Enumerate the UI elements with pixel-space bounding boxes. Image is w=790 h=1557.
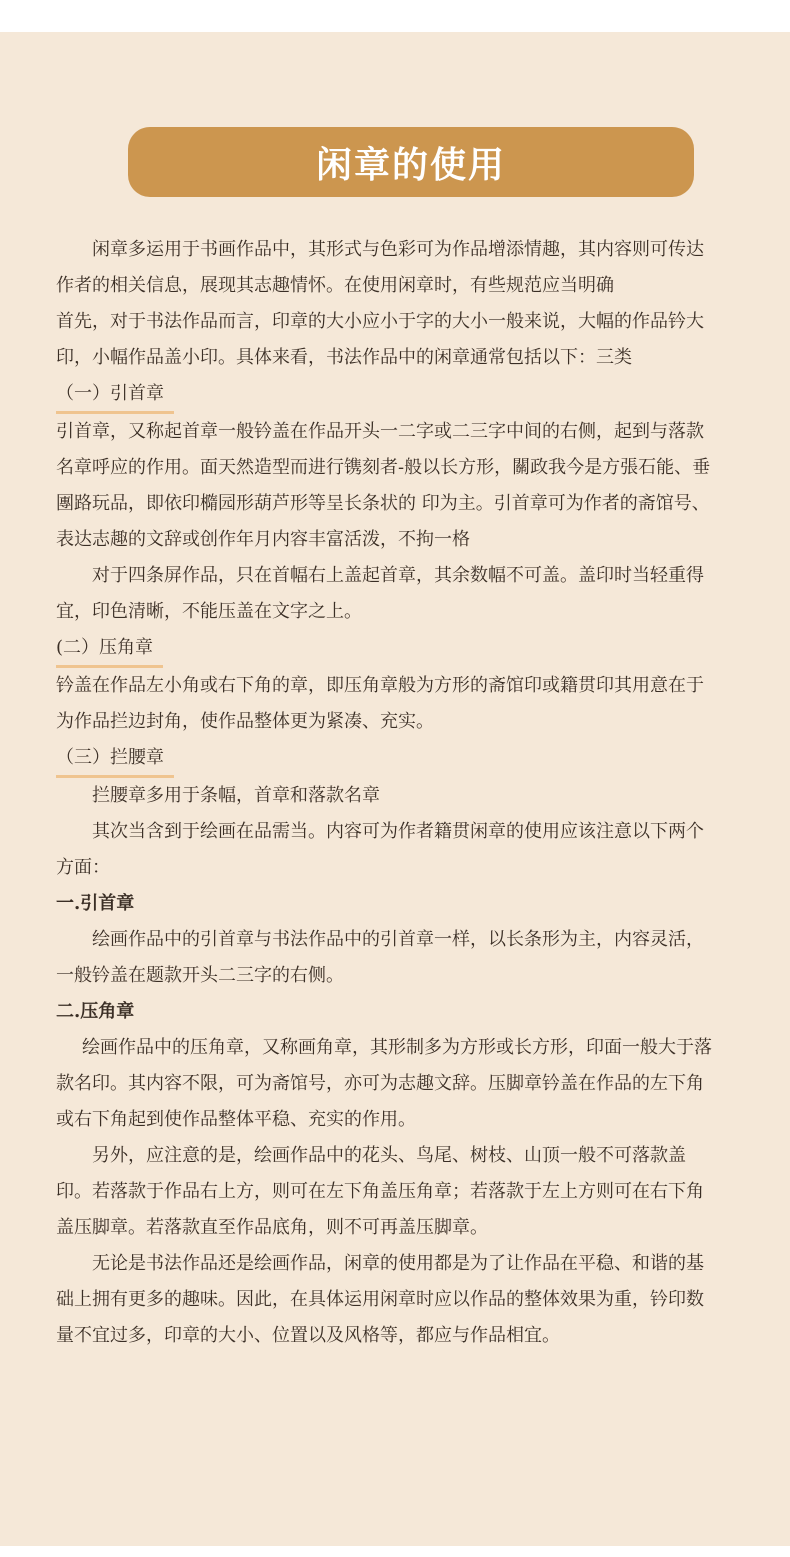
article-page [0,32,790,1546]
painting-paragraph: 另外，应注意的是，绘画作品中的花头、鸟尾、树枝、山顶一般不可落款盖印。若落款于作品右上方，则可在左下角盖压角章；若落款于左上方则可在右下角盖压脚章。若落款直至作品底角，则不可再盖压脚章。 [56,1145,704,1238]
conclusion-paragraph: 无论是书法作品还是绘画作品，闲章的使用都是为了让作品在平稳、和谐的基础上拥有更多的趣味。因此，在具体运用闲章时应以作品的整体效果为重，钤印数量不宜过多，印章的大小、位置以及风格等，都应与作品相宜。 [56,1253,704,1346]
section-heading-row [56,630,718,668]
section-heading-yajiao: (二）压角章 [56,631,163,668]
section-paragraph: 钤盖在作品左小角或右下角的章，即压角章般为方形的斋馆印或籍贯印其用意在于为作品拦边封角，使作品整体更为紧凑、充实。 [56,675,704,732]
painting-heading-yajiao: 二.压角章 [56,1001,135,1022]
section-heading-row [56,376,718,414]
section-heading-row [56,740,718,778]
article-body [56,232,718,1354]
section-heading-yinshou: （一）引首章 [56,377,174,414]
intro-paragraph-2: 首先，对于书法作品而言，印章的大小应小于字的大小一般来说，大幅的作品钤大印，小幅作品盖小印。具体来看，书法作品中的闲章通常包括以下：三类 [56,311,704,368]
section-paragraph: 引首章，又称起首章一般钤盖在作品开头一二字或二三字中间的右侧，起到与落款名章呼应的作用。面天然造型而进行镌刻者-般以长方形，關政我今是方張石能、垂團路玩品，即依印橢园形葫芦形等呈长条状的 印为主。引首章可为作者的斋馆号、表达志趣的文辞或创作年月内容丰富活泼，不拘一格 [56,421,711,550]
section-paragraph: 对于四条屏作品，只在首幅右上盖起首章，其余数幅不可盖。盖印时当轻重得宜，印色清晰，不能压盖在文字之上。 [56,565,704,622]
section-paragraph: 其次当含到于绘画在品需当。内容可为作者籍贯闲章的使用应该注意以下两个方面： [56,821,704,878]
intro-paragraph-1: 闲章多运用于书画作品中，其形式与色彩可为作品增添情趣，其内容则可传达作者的相关信息，展现其志趣情怀。在使用闲章时，有些规范应当明确 [56,239,704,296]
page-title: 闲章的使用 [315,143,506,186]
section-paragraph: 拦腰章多用于条幅，首章和落款名章 [92,785,380,806]
title-banner [128,127,694,197]
painting-paragraph: 绘画作品中的压角章，又称画角章，其形制多为方形或长方形，印面一般大于落款名印。其内容不限，可为斋馆号，亦可为志趣文辞。压脚章钤盖在作品的左下角或右下角起到使作品整体平稳、充实的作用。 [56,1037,712,1130]
painting-heading-yinshou: 一.引首章 [56,893,135,914]
section-heading-lanyao: （三）拦腰章 [56,741,174,778]
painting-paragraph: 绘画作品中的引首章与书法作品中的引首章一样，以长条形为主，内容灵活，一般钤盖在题款开头二三字的右侧。 [56,929,704,986]
